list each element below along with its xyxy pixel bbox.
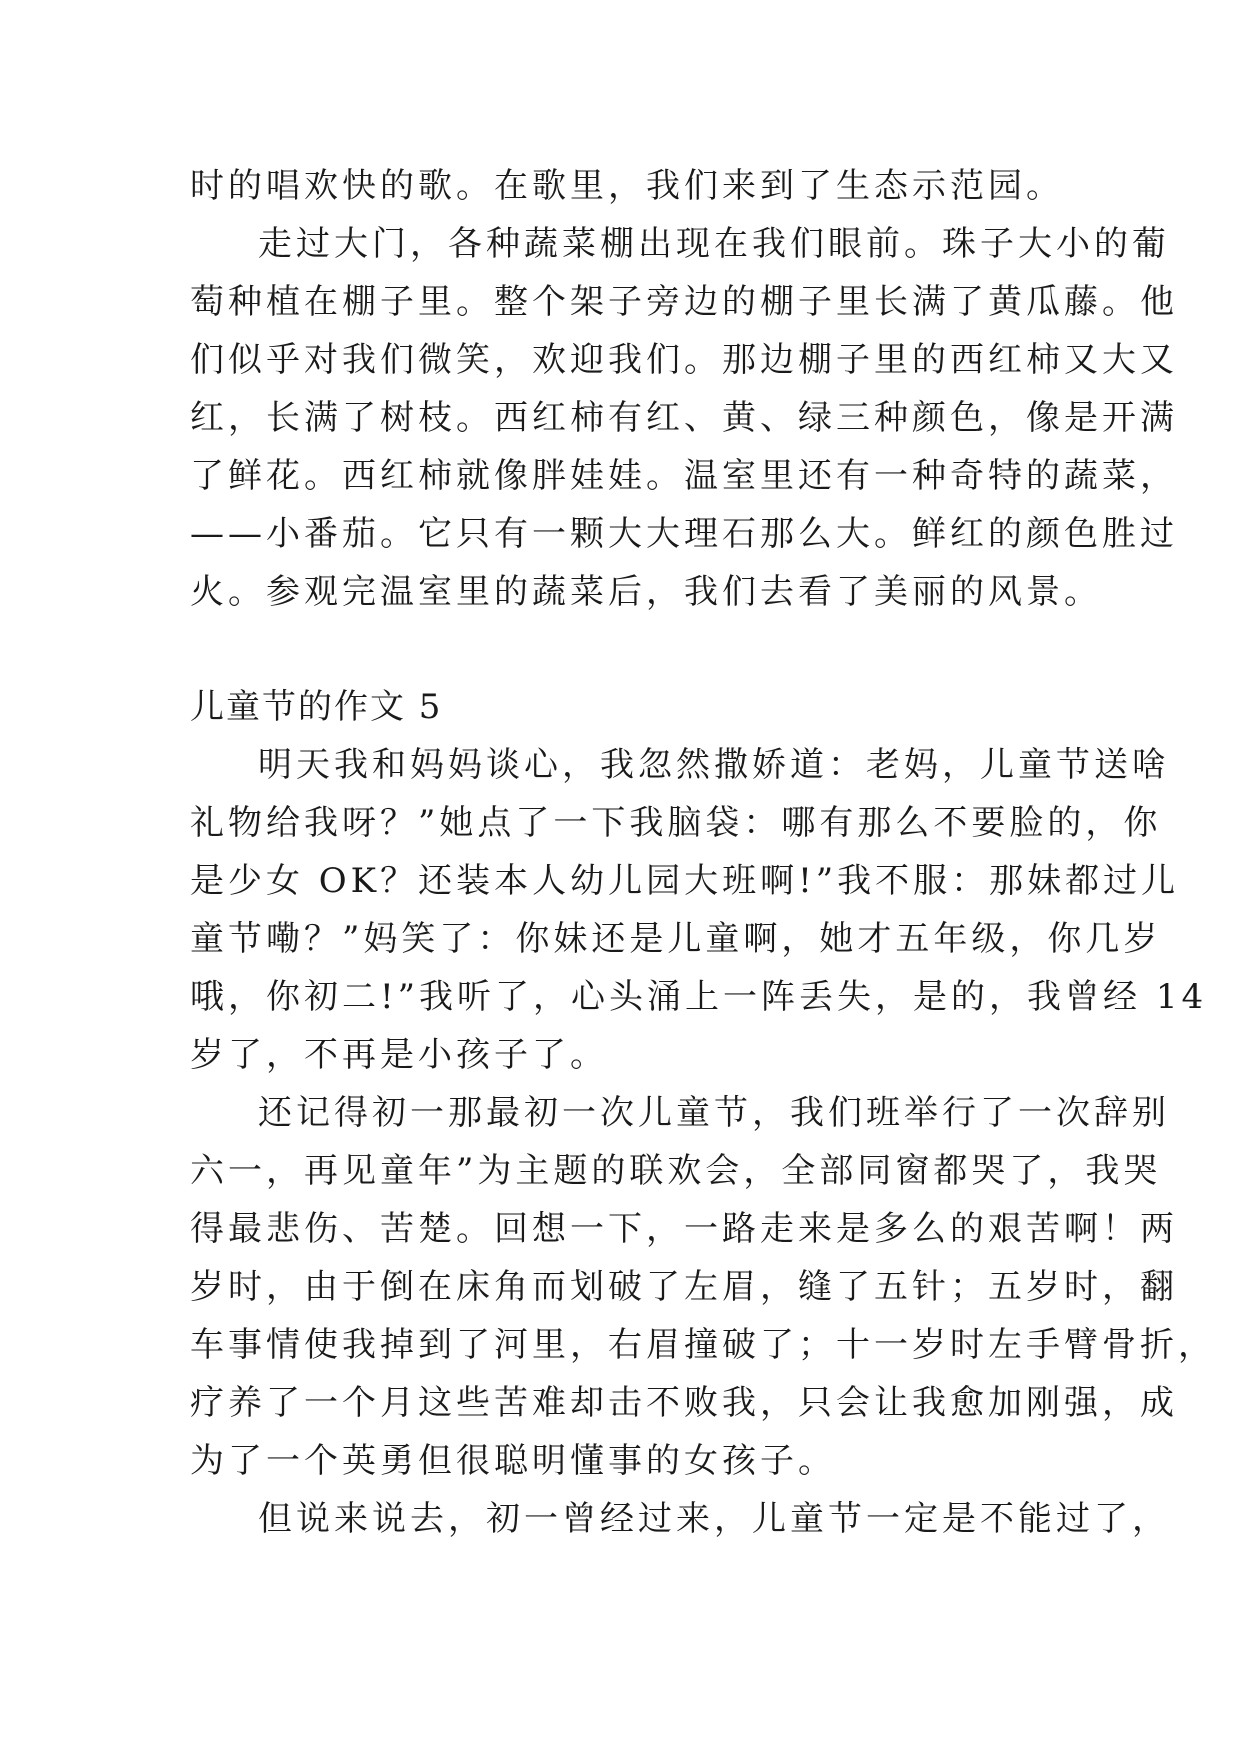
text-line: ——小番茄。它只有一颗大大理石那么大。鲜红的颜色胜过 xyxy=(190,514,1178,554)
section-heading: 儿童节的作文 5 xyxy=(190,687,443,727)
text-line: 哦，你初二!”我听了，心头涌上一阵丢失，是的，我曾经 14 xyxy=(190,977,1208,1017)
text-line: 了鲜花。西红柿就像胖娃娃。温室里还有一种奇特的蔬菜， xyxy=(190,456,1178,496)
text-line: 六一，再见童年”为主题的联欢会，全部同窗都哭了，我哭 xyxy=(190,1151,1162,1191)
paragraph-first-line: 走过大门，各种蔬菜棚出现在我们眼前。珠子大小的葡 xyxy=(258,224,1170,264)
text-line: 萄种植在棚子里。整个架子旁边的棚子里长满了黄瓜藤。他 xyxy=(190,282,1178,322)
text-line: 岁时，由于倒在床角而划破了左眉，缝了五针；五岁时，翻 xyxy=(190,1267,1178,1307)
text-line: 礼物给我呀？”她点了一下我脑袋：哪有那么不要脸的，你 xyxy=(190,803,1162,843)
paragraph-first-line: 但说来说去，初一曾经过来，儿童节一定是不能过了， xyxy=(258,1499,1170,1539)
text-line: 时的唱欢快的歌。在歌里，我们来到了生态示范园。 xyxy=(190,166,1064,206)
text-line: 为了一个英勇但很聪明懂事的女孩子。 xyxy=(190,1441,836,1481)
text-line: 红，长满了树枝。西红柿有红、黄、绿三种颜色，像是开满 xyxy=(190,398,1178,438)
paragraph-first-line: 还记得初一那最初一次儿童节，我们班举行了一次辞别 xyxy=(258,1093,1170,1133)
text-line: 是少女 OK？还装本人幼儿园大班啊!”我不服：那妹都过儿 xyxy=(190,861,1180,901)
text-line: 们似乎对我们微笑，欢迎我们。那边棚子里的西红柿又大又 xyxy=(190,340,1178,380)
text-line: 得最悲伤、苦楚。回想一下，一路走来是多么的艰苦啊！两 xyxy=(190,1209,1178,1249)
text-line: 童节嘞？”妈笑了：你妹还是儿童啊，她才五年级，你几岁 xyxy=(190,919,1162,959)
text-line: 火。参观完温室里的蔬菜后，我们去看了美丽的风景。 xyxy=(190,572,1102,612)
paragraph-first-line: 明天我和妈妈谈心，我忽然撒娇道：老妈，儿童节送啥 xyxy=(258,745,1170,785)
text-line: 疗养了一个月这些苦难却击不败我，只会让我愈加刚强，成 xyxy=(190,1383,1178,1423)
text-line: 车事情使我掉到了河里，右眉撞破了；十一岁时左手臂骨折， xyxy=(190,1325,1216,1365)
text-line: 岁了，不再是小孩子了。 xyxy=(190,1035,608,1075)
